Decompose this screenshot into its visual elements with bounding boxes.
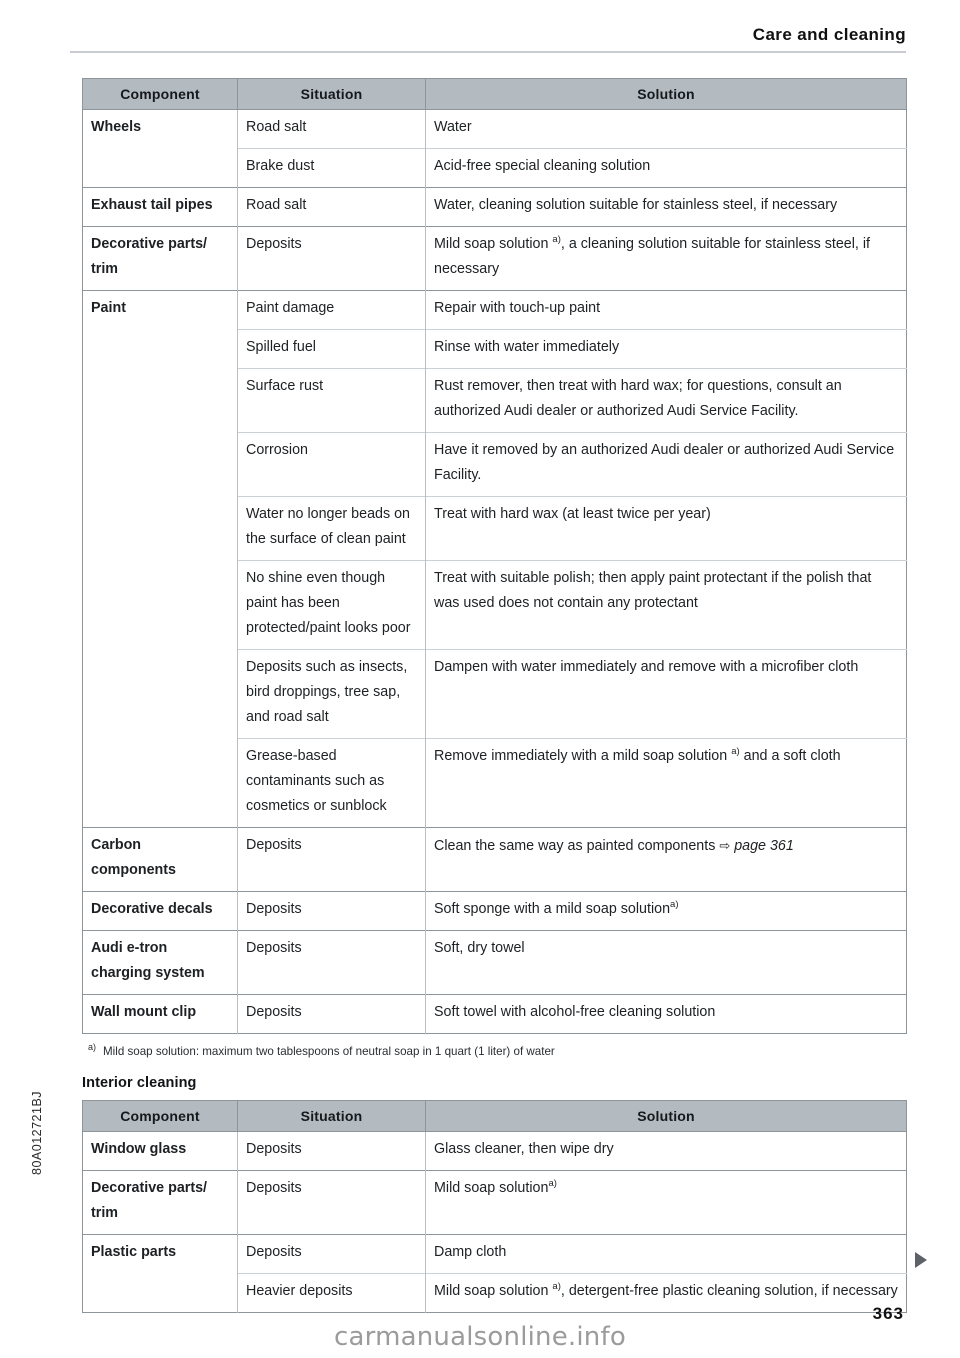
cell-component: [83, 739, 238, 828]
cell-solution: Repair with touch-up paint: [426, 291, 907, 330]
table-row: [83, 650, 907, 739]
column-header-situation: Situation: [238, 79, 426, 110]
column-header-situation: Situation: [238, 1101, 426, 1132]
cell-component: Carbon components: [83, 828, 238, 892]
table-row: [83, 110, 907, 149]
cell-component: Window glass: [83, 1132, 238, 1171]
cell-solution: Soft, dry towel: [426, 931, 907, 995]
cell-component: Exhaust tail pipes: [83, 188, 238, 227]
cell-situation: Grease-based contaminants such as cosmetics or sunblock: [238, 739, 426, 828]
table-row: [83, 995, 907, 1034]
cell-solution: Acid-free special cleaning solution: [426, 149, 907, 188]
cell-solution: Soft sponge with a mild soap solution$^{a)}$: [426, 892, 907, 931]
column-header-component: Component: [83, 79, 238, 110]
page-number: 363: [872, 1304, 904, 1323]
interior-cleaning-heading: Interior cleaning: [82, 1075, 197, 1091]
table-row: [83, 1132, 907, 1171]
cell-component: Audi e-tron charging system: [83, 931, 238, 995]
cell-solution: Remove immediately with a mild soap solution $^{a)}$ and a soft cloth: [426, 739, 907, 828]
cell-component: [83, 650, 238, 739]
header-rule: [70, 51, 906, 53]
footnote-marker: a): [88, 1042, 97, 1053]
table-row: [83, 227, 907, 291]
column-header-solution: Solution: [426, 1101, 907, 1132]
cross-reference-arrow-icon: ⇨: [719, 838, 731, 853]
footnote-ref: a): [670, 899, 679, 911]
table-row: [83, 1171, 907, 1235]
table-row: [83, 931, 907, 995]
cell-solution: Soft towel with alcohol-free cleaning solution: [426, 995, 907, 1034]
cell-component: Plastic parts: [83, 1235, 238, 1274]
page-header: [70, 24, 906, 58]
cell-component: Wheels: [83, 110, 238, 149]
cell-solution: Rinse with water immediately: [426, 330, 907, 369]
cell-solution: Mild soap solution$^{a)}$: [426, 1171, 907, 1235]
cell-situation: Spilled fuel: [238, 330, 426, 369]
cell-situation: Deposits: [238, 892, 426, 931]
cell-component: [83, 561, 238, 650]
table-row: [83, 369, 907, 433]
table-row: [83, 828, 907, 892]
cell-situation: Deposits: [238, 1132, 426, 1171]
cell-component: Decorative parts/ trim: [83, 227, 238, 291]
exterior-table-body: [83, 110, 907, 1034]
footnote-text: Mild soap solution: maximum two tablespoons of neutral soap in 1 quart (1 liter) of water: [103, 1045, 555, 1058]
footnote-ref: a): [548, 1178, 557, 1190]
table-row: [83, 739, 907, 828]
table-row: [83, 1274, 907, 1313]
table-row: [83, 433, 907, 497]
cell-component: [83, 330, 238, 369]
cell-solution: Dampen with water immediately and remove with a microfiber cloth: [426, 650, 907, 739]
table-header-row: [83, 1101, 907, 1132]
cell-component: [83, 1274, 238, 1313]
cell-situation: Deposits: [238, 1171, 426, 1235]
cell-situation: Brake dust: [238, 149, 426, 188]
cell-solution: Treat with suitable polish; then apply paint protectant if the polish that was used does not contain any protectant: [426, 561, 907, 650]
table-row: [83, 330, 907, 369]
cell-solution: Mild soap solution $^{a)}$, detergent-free plastic cleaning solution, if necessary: [426, 1274, 907, 1313]
footnote-ref: a): [731, 746, 740, 758]
cell-situation: Corrosion: [238, 433, 426, 497]
column-header-component: Component: [83, 1101, 238, 1132]
cell-situation: Water no longer beads on the surface of clean paint: [238, 497, 426, 561]
page-content: [82, 78, 906, 1313]
interior-cleaning-table: [82, 1100, 907, 1313]
table-row: [83, 1235, 907, 1274]
table-row: [83, 188, 907, 227]
table-row: [83, 561, 907, 650]
cell-situation: Road salt: [238, 188, 426, 227]
cell-component: [83, 433, 238, 497]
cell-solution: Water: [426, 110, 907, 149]
table-row: [83, 149, 907, 188]
cell-situation: Deposits such as insects, bird droppings, tree sap, and road salt: [238, 650, 426, 739]
cell-situation: No shine even though paint has been protected/paint looks poor: [238, 561, 426, 650]
interior-table-body: [83, 1132, 907, 1313]
cell-component: [83, 497, 238, 561]
cell-solution: Rust remover, then treat with hard wax; for questions, consult an authorized Audi dealer or authorized Audi Service Facility.: [426, 369, 907, 433]
page-title: Care and cleaning: [752, 25, 906, 44]
footnote-ref: a): [552, 1281, 561, 1293]
table-row: [83, 892, 907, 931]
cell-situation: Deposits: [238, 931, 426, 995]
table-footnote: [82, 1043, 906, 1060]
cell-situation: Deposits: [238, 828, 426, 892]
cell-situation: Deposits: [238, 1235, 426, 1274]
cell-situation: Paint damage: [238, 291, 426, 330]
cell-component: Paint: [83, 291, 238, 330]
cell-component: Decorative parts/ trim: [83, 1171, 238, 1235]
cell-solution: Have it removed by an authorized Audi dealer or authorized Audi Service Facility.: [426, 433, 907, 497]
cell-solution: Damp cloth: [426, 1235, 907, 1274]
exterior-cleaning-table: [82, 78, 907, 1034]
cell-solution: Water, cleaning solution suitable for stainless steel, if necessary: [426, 188, 907, 227]
cell-situation: Deposits: [238, 227, 426, 291]
cell-component: Wall mount clip: [83, 995, 238, 1034]
spine-part-number: 80A012721BJ: [30, 1090, 44, 1175]
cell-situation: Surface rust: [238, 369, 426, 433]
footnote-ref: a): [552, 234, 561, 246]
cell-situation: Deposits: [238, 995, 426, 1034]
column-header-solution: Solution: [426, 79, 907, 110]
cell-situation: Road salt: [238, 110, 426, 149]
cell-component: [83, 369, 238, 433]
table-header-row: [83, 79, 907, 110]
cell-solution: Glass cleaner, then wipe dry: [426, 1132, 907, 1171]
table-row: [83, 291, 907, 330]
cell-solution: Clean the same way as painted components ⇨ page 361: [426, 828, 907, 892]
cell-solution: Mild soap solution $^{a)}$, a cleaning solution suitable for stainless steel, if necessary: [426, 227, 907, 291]
cell-situation: Heavier deposits: [238, 1274, 426, 1313]
cell-component: [83, 149, 238, 188]
table-row: [83, 497, 907, 561]
cross-reference-link[interactable]: page 361: [734, 838, 794, 854]
continuation-arrow-icon: [915, 1252, 927, 1268]
cell-solution: Treat with hard wax (at least twice per year): [426, 497, 907, 561]
cell-component: Decorative decals: [83, 892, 238, 931]
site-watermark: carmanualsonline.info: [334, 1322, 626, 1352]
